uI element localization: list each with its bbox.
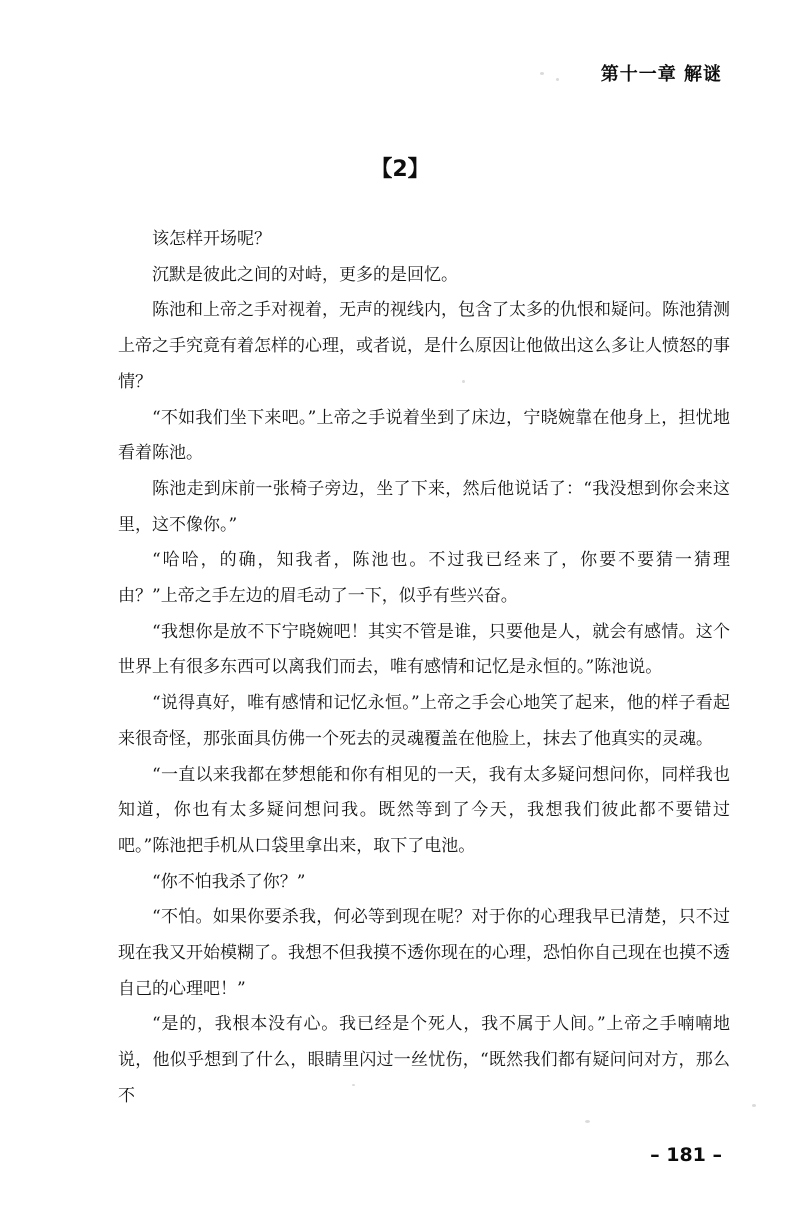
paragraph: “不怕。如果你要杀我，何必等到现在呢？对于你的心理我早已清楚，只不过现在我又开始模糊了。我想不但我摸不透你现在的心理，恐怕你自己现在也摸不透自己的心理吧！”	[118, 907, 730, 999]
page-number: – 181 –	[650, 1144, 722, 1166]
paragraph: 该怎样开场呢？	[152, 229, 271, 249]
scan-speck	[585, 1120, 590, 1123]
scan-speck	[752, 1104, 756, 1107]
section-title: 【2】	[370, 157, 430, 182]
body-text	[118, 222, 730, 1115]
paragraph: “说得真好，唯有感情和记忆永恒。”上帝之手会心地笑了起来，他的样子看起来很奇怪，那张面具仿佛一个死去的灵魂覆盖在他脸上，抹去了他真实的灵魂。	[118, 693, 730, 749]
scan-speck	[556, 78, 559, 81]
paragraph: 陈池和上帝之手对视着，无声的视线内，包含了太多的仇恨和疑问。陈池猜测上帝之手究竟有着怎样的心理，或者说，是什么原因让他做出这么多让人愤怒的事情？	[118, 300, 730, 392]
scan-speck	[352, 1084, 355, 1086]
running-head: 第十一章 解谜	[600, 64, 722, 85]
paragraph: “不如我们坐下来吧。”上帝之手说着坐到了床边，宁晓婉靠在他身上，担忧地看着陈池。	[118, 407, 730, 464]
paragraph: “你不怕我杀了你？”	[152, 871, 306, 892]
paragraph: “哈哈，的确，知我者，陈池也。不过我已经来了，你要不要猜一猜理由？”上帝之手左边的眉毛动了一下，似乎有些兴奋。	[118, 550, 730, 607]
paragraph: 陈池走到床前一张椅子旁边，坐了下来，然后他说话了：“我没想到你会来这里，这不像你。”	[118, 478, 730, 535]
paragraph: “我想你是放不下宁晓婉吧！其实不管是谁，只要他是人，就会有感情。这个世界上有很多东西可以离我们而去，唯有感情和记忆是永恒的。”陈池说。	[118, 621, 730, 678]
scan-speck	[462, 380, 465, 383]
paragraph: “是的，我根本没有心。我已经是个死人，我不属于人间。”上帝之手喃喃地说，他似乎想到了什么，眼睛里闪过一丝忧伤，“既然我们都有疑问问对方，那么不	[118, 1014, 730, 1106]
paragraph: 沉默是彼此之间的对峙，更多的是回忆。	[152, 264, 458, 285]
scan-speck	[540, 72, 544, 75]
paragraph: “一直以来我都在梦想能和你有相见的一天，我有太多疑问想问你，同样我也知道，你也有太多疑问想问我。既然等到了今天，我想我们彼此都不要错过吧。”陈池把手机从口袋里拿出来，取下了电池。	[118, 764, 730, 856]
